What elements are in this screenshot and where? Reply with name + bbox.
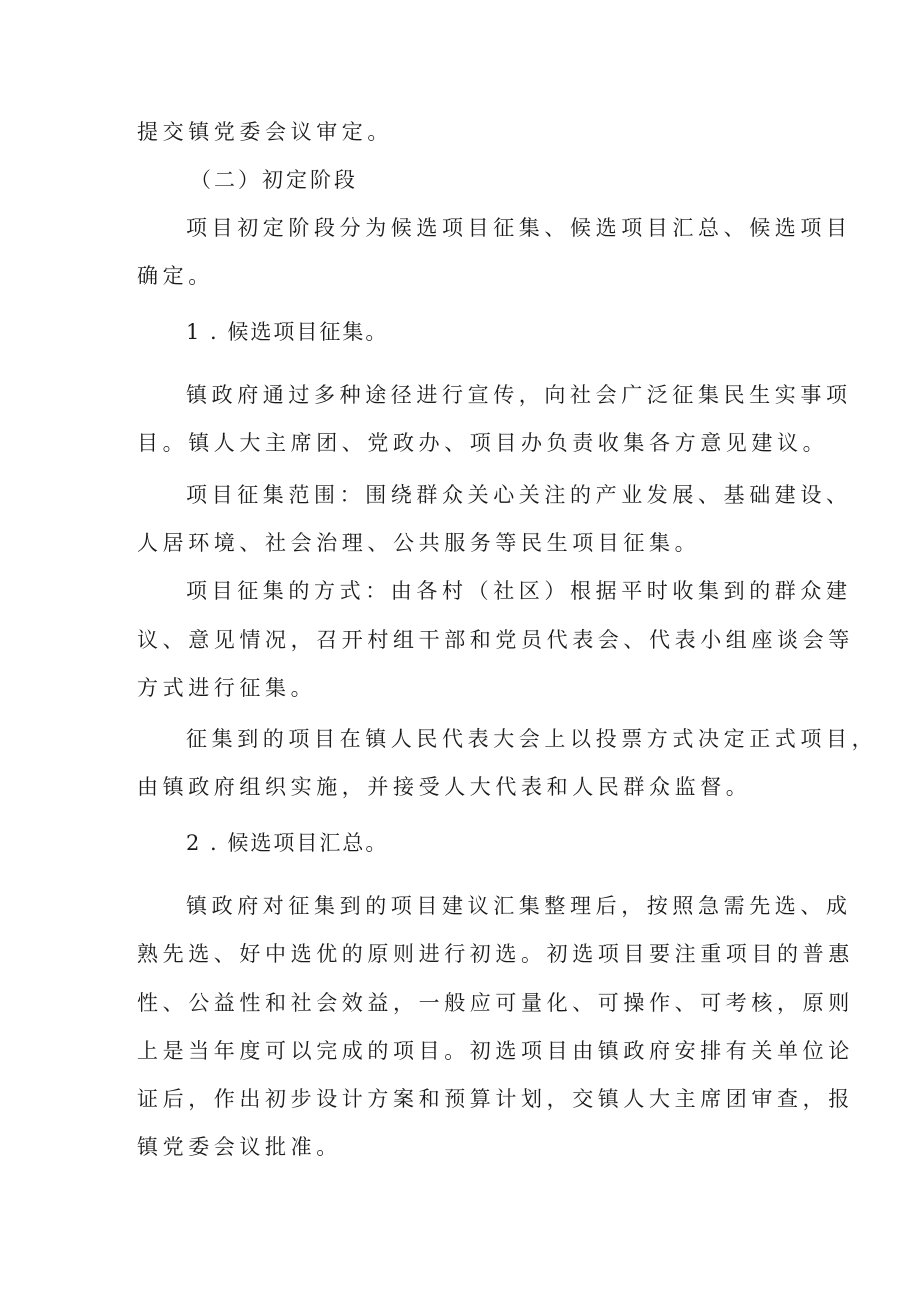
paragraph-line: 熟先选、好中选优的原则进行初选。初选项目要注重项目的普惠 <box>137 942 854 966</box>
paragraph-line: 上是当年度可以完成的项目。初选项目由镇政府安排有关单位论 <box>137 1039 854 1063</box>
paragraph-line: 确定。 <box>137 264 214 288</box>
paragraph-line: 性、公益性和社会效益，一般应可量化、可操作、可考核，原则 <box>137 991 854 1015</box>
paragraph-line: 项目征集的方式：由各村（社区）根据平时收集到的群众建 <box>186 579 852 603</box>
paragraph-line: 人居环境、社会治理、公共服务等民生项目征集。 <box>137 531 701 555</box>
paragraph-line: 镇政府通过多种途径进行宣传，向社会广泛征集民生实事项 <box>186 383 852 407</box>
subsection-heading: 1 . 候选项目征集。 <box>186 320 389 344</box>
paragraph-line: 提交镇党委会议审定。 <box>137 120 393 144</box>
paragraph-line: 方式进行征集。 <box>137 676 317 700</box>
subsection-heading: 2 . 候选项目汇总。 <box>186 831 389 855</box>
paragraph-line: 项目征集范围：围绕群众关心关注的产业发展、基础建设、 <box>186 483 852 507</box>
paragraph-line: 项目初定阶段分为候选项目征集、候选项目汇总、候选项目 <box>186 216 852 240</box>
paragraph-line: 议、意见情况，召开村组干部和党员代表会、代表小组座谈会等 <box>137 628 854 652</box>
paragraph-line: 镇党委会议批准。 <box>137 1135 342 1159</box>
paragraph-line: 由镇政府组织实施，并接受人大代表和人民群众监督。 <box>137 775 752 799</box>
section-heading: （二）初定阶段 <box>190 168 358 192</box>
paragraph-line: 证后，作出初步设计方案和预算计划，交镇人大主席团审查，报 <box>137 1087 854 1111</box>
paragraph-line: 征集到的项目在镇人民代表大会上以投票方式决定正式项目， <box>186 727 878 751</box>
paragraph-line: 目。镇人大主席团、党政办、项目办负责收集各方意见建议。 <box>137 431 829 455</box>
paragraph-line: 镇政府对征集到的项目建议汇集整理后，按照急需先选、成 <box>186 894 852 918</box>
